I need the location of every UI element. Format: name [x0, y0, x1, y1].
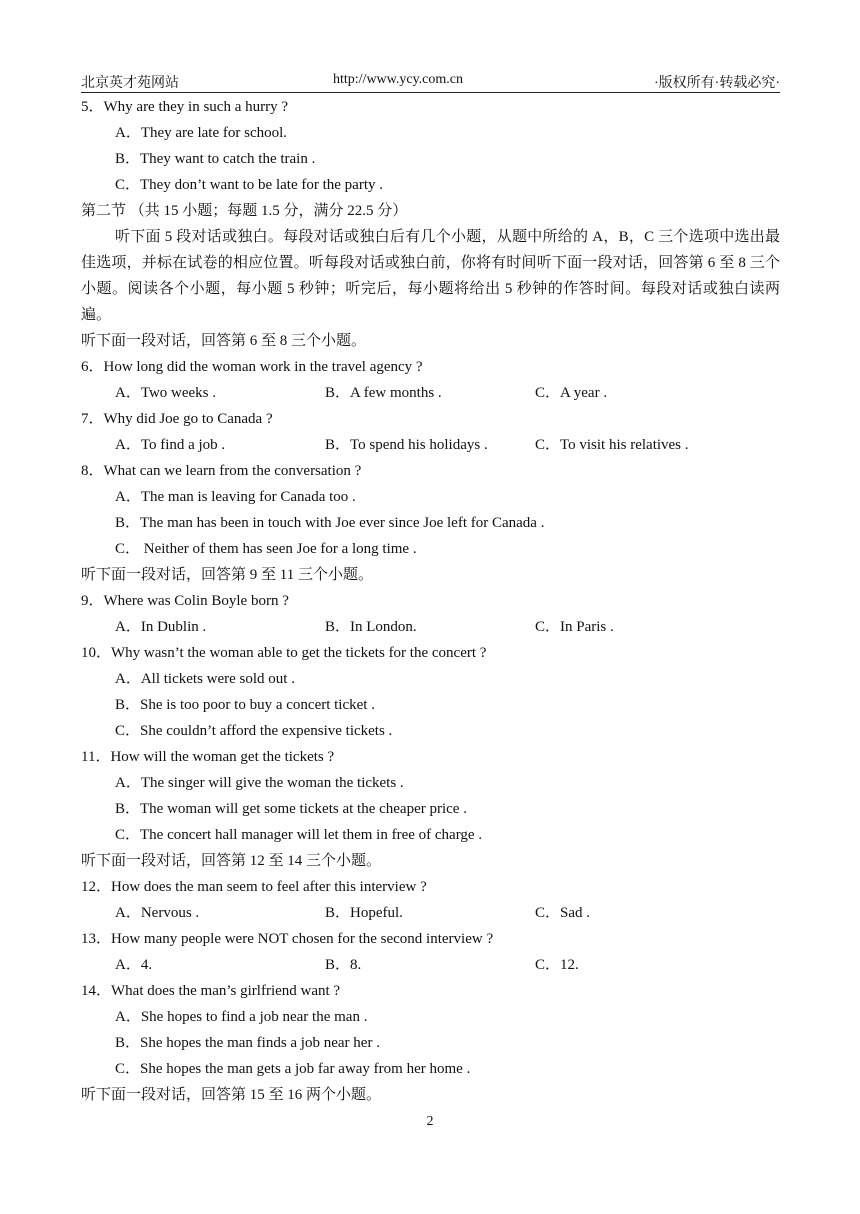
- question-11-stem: 11．How will the woman get the tickets ?: [81, 749, 335, 765]
- question-5-option-c: C．They don’t want to be late for the party .: [115, 177, 383, 193]
- header-url: http://www.ycy.com.cn: [333, 72, 463, 87]
- question-7-options: [81, 432, 780, 458]
- question-6-stem: 6．How long did the woman work in the travel agency ?: [81, 359, 423, 375]
- header-copyright: ·版权所有·转载必究·: [654, 76, 780, 91]
- question-12-options: [81, 900, 780, 926]
- intro-questions-6-8: 听下面一段对话，回答第 6 至 8 三个小题。: [81, 333, 367, 349]
- question-7-stem: 7．Why did Joe go to Canada ?: [81, 411, 273, 427]
- question-12-option-b: B．Hopeful.: [325, 905, 403, 921]
- question-11-option-a: A．The singer will give the woman the tickets .: [115, 775, 404, 791]
- question-13-stem: 13．How many people were NOT chosen for the second interview ?: [81, 931, 494, 947]
- question-13-option-b: B．8.: [325, 957, 362, 973]
- intro-questions-9-11: 听下面一段对话，回答第 9 至 11 三个小题。: [81, 567, 373, 583]
- section-2-instructions: 听下面 5 段对话或独白。每段对话或独白后有几个小题，从题中所给的 A，B，C 三个选项中选出最佳选项，并标在试卷的相应位置。听每段对话或独白前，你将有时间听下面一段对话，回答第 6 至 8 三个小题。阅读各个小题，每小题 5 秒钟；听完后，每小题将给出 5 秒钟的作答时间。每段对话或独白读两遍。: [81, 229, 780, 323]
- question-12-stem: 12．How does the man seem to feel after this interview ?: [81, 879, 427, 895]
- question-10-option-b: B．She is too poor to buy a concert ticket .: [115, 697, 375, 713]
- question-9-stem: 9．Where was Colin Boyle born ?: [81, 593, 289, 609]
- question-8-option-b: B．The man has been in touch with Joe ever since Joe left for Canada .: [115, 515, 545, 531]
- page-header: [81, 70, 780, 93]
- question-9-options: [81, 614, 780, 640]
- question-9-option-c: C．In Paris .: [535, 619, 614, 635]
- question-6-option-b: B．A few months .: [325, 385, 442, 401]
- section-2-title: 第二节 （共 15 小题；每题 1.5 分，满分 22.5 分）: [81, 203, 408, 219]
- question-11-option-b: B．The woman will get some tickets at the cheaper price .: [115, 801, 467, 817]
- question-13-option-a: A．4.: [115, 957, 153, 973]
- question-8-option-c: C． Neither of them has seen Joe for a long time .: [115, 541, 417, 557]
- intro-questions-12-14: 听下面一段对话，回答第 12 至 14 三个小题。: [81, 853, 382, 869]
- question-7-option-b: B．To spend his holidays .: [325, 437, 488, 453]
- question-6-option-a: A．Two weeks .: [115, 385, 217, 401]
- intro-questions-15-16: 听下面一段对话，回答第 15 至 16 两个小题。: [81, 1087, 382, 1103]
- question-7-option-a: A．To find a job .: [115, 437, 226, 453]
- question-5-option-a: A．They are late for school.: [115, 125, 288, 141]
- question-14-option-a: A．She hopes to find a job near the man .: [115, 1009, 368, 1025]
- exam-content: [81, 94, 780, 1108]
- question-10-option-c: C．She couldn’t afford the expensive tickets .: [115, 723, 393, 739]
- question-10-stem: 10．Why wasn’t the woman able to get the tickets for the concert ?: [81, 645, 487, 661]
- question-13-options: [81, 952, 780, 978]
- question-13-option-c: C．12.: [535, 957, 579, 973]
- question-5-stem: 5．Why are they in such a hurry ?: [81, 99, 289, 115]
- question-11-option-c: C．The concert hall manager will let them in free of charge .: [115, 827, 483, 843]
- question-8-option-a: A．The man is leaving for Canada too .: [115, 489, 356, 505]
- question-12-option-c: C．Sad .: [535, 905, 591, 921]
- question-10-option-a: A．All tickets were sold out .: [115, 671, 295, 687]
- question-14-stem: 14．What does the man’s girlfriend want ?: [81, 983, 341, 999]
- page-number: 2: [426, 1114, 434, 1129]
- header-site-name: 北京英才苑网站: [81, 76, 179, 91]
- question-8-stem: 8．What can we learn from the conversation ?: [81, 463, 362, 479]
- question-6-options: [81, 380, 780, 406]
- question-12-option-a: A．Nervous .: [115, 905, 200, 921]
- question-14-option-c: C．She hopes the man gets a job far away from her home .: [115, 1061, 471, 1077]
- question-6-option-c: C．A year .: [535, 385, 608, 401]
- question-9-option-a: A．In Dublin .: [115, 619, 207, 635]
- question-14-option-b: B．She hopes the man finds a job near her .: [115, 1035, 380, 1051]
- question-9-option-b: B．In London.: [325, 619, 417, 635]
- question-5-option-b: B．They want to catch the train .: [115, 151, 316, 167]
- question-7-option-c: C．To visit his relatives .: [535, 437, 689, 453]
